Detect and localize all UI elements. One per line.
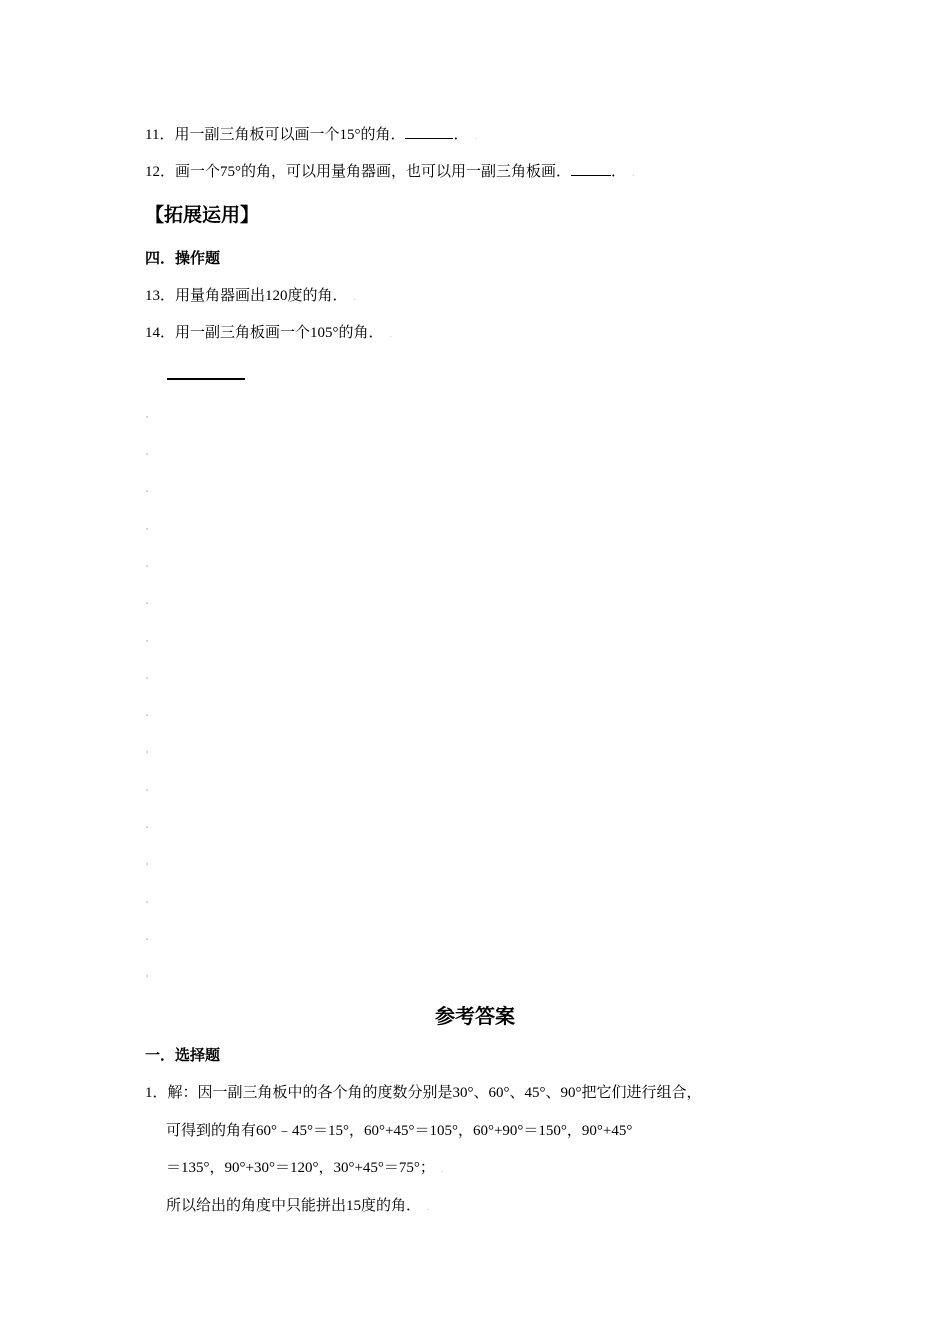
empty-paragraph-mark — [146, 602, 148, 604]
empty-paragraph-mark — [146, 975, 148, 977]
paragraph-mark: . — [427, 1202, 430, 1213]
answer-section-heading: 一．选择题 — [145, 1046, 221, 1064]
paragraph-mark: . — [440, 1164, 444, 1175]
section-heading-operation: 四．操作题 — [145, 249, 221, 267]
question-14 — [145, 323, 392, 345]
empty-paragraph-mark — [146, 528, 148, 530]
answer-blank-11[interactable] — [405, 124, 453, 139]
paragraph-mark: . — [632, 168, 635, 179]
empty-paragraph-mark — [146, 901, 148, 903]
answer-1-line-1-text: 1．解：因一副三角板中的各个角的度数分别是30°、60°、45°、90°把它们进行组合， — [145, 1085, 702, 1101]
question-12 — [145, 161, 635, 184]
paragraph-mark: . — [474, 131, 477, 142]
question-14-text: 14．用一副三角板画一个105°的角． — [145, 325, 384, 341]
paragraph-mark: . — [353, 292, 357, 303]
empty-paragraph-mark — [146, 826, 148, 828]
answer-1-line-4 — [166, 1196, 430, 1218]
empty-paragraph-mark — [146, 938, 148, 940]
answer-1-line-3-text: ＝135°，90°+30°＝120°，30°+45°＝75°； — [166, 1160, 435, 1176]
answer-1-line-1 — [145, 1083, 702, 1103]
empty-paragraph-mark — [146, 677, 148, 679]
question-11 — [145, 124, 477, 147]
paragraph-mark: . — [389, 329, 392, 340]
answer-blank-12[interactable] — [571, 161, 611, 176]
empty-paragraph-mark — [146, 490, 148, 492]
section-heading-extend: 【拓展运用】 — [145, 204, 260, 226]
empty-paragraph-mark — [146, 789, 148, 791]
answer-1-line-4-text: 所以给出的角度中只能拼出15度的角． — [166, 1198, 422, 1214]
empty-paragraph-mark — [146, 565, 148, 567]
question-12-text: 12．画一个75°的角，可以用量角器画，也可以用一副三角板画． — [145, 164, 572, 180]
question-13 — [145, 286, 356, 308]
question-11-text: 11．用一副三角板可以画一个15°的角． — [145, 127, 406, 143]
empty-paragraph-mark — [146, 640, 148, 642]
question-13-text: 13．用量角器画出120度的角． — [145, 288, 348, 304]
empty-paragraph-mark — [146, 751, 148, 753]
empty-paragraph-mark — [146, 714, 148, 716]
empty-paragraph-mark — [146, 863, 148, 865]
footnote-separator — [167, 378, 245, 380]
answer-1-line-2 — [166, 1121, 632, 1141]
question-12-end: ． — [611, 164, 627, 180]
question-11-end: ． — [453, 127, 469, 143]
empty-paragraph-mark — [146, 416, 148, 418]
answer-title: 参考答案 — [435, 1004, 515, 1028]
answer-1-line-3 — [166, 1158, 443, 1180]
empty-paragraph-mark — [146, 453, 148, 455]
answer-1-line-2-text: 可得到的角有60°﹣45°＝15°，60°+45°＝105°，60°+90°＝150°，90°+45° — [166, 1123, 633, 1139]
